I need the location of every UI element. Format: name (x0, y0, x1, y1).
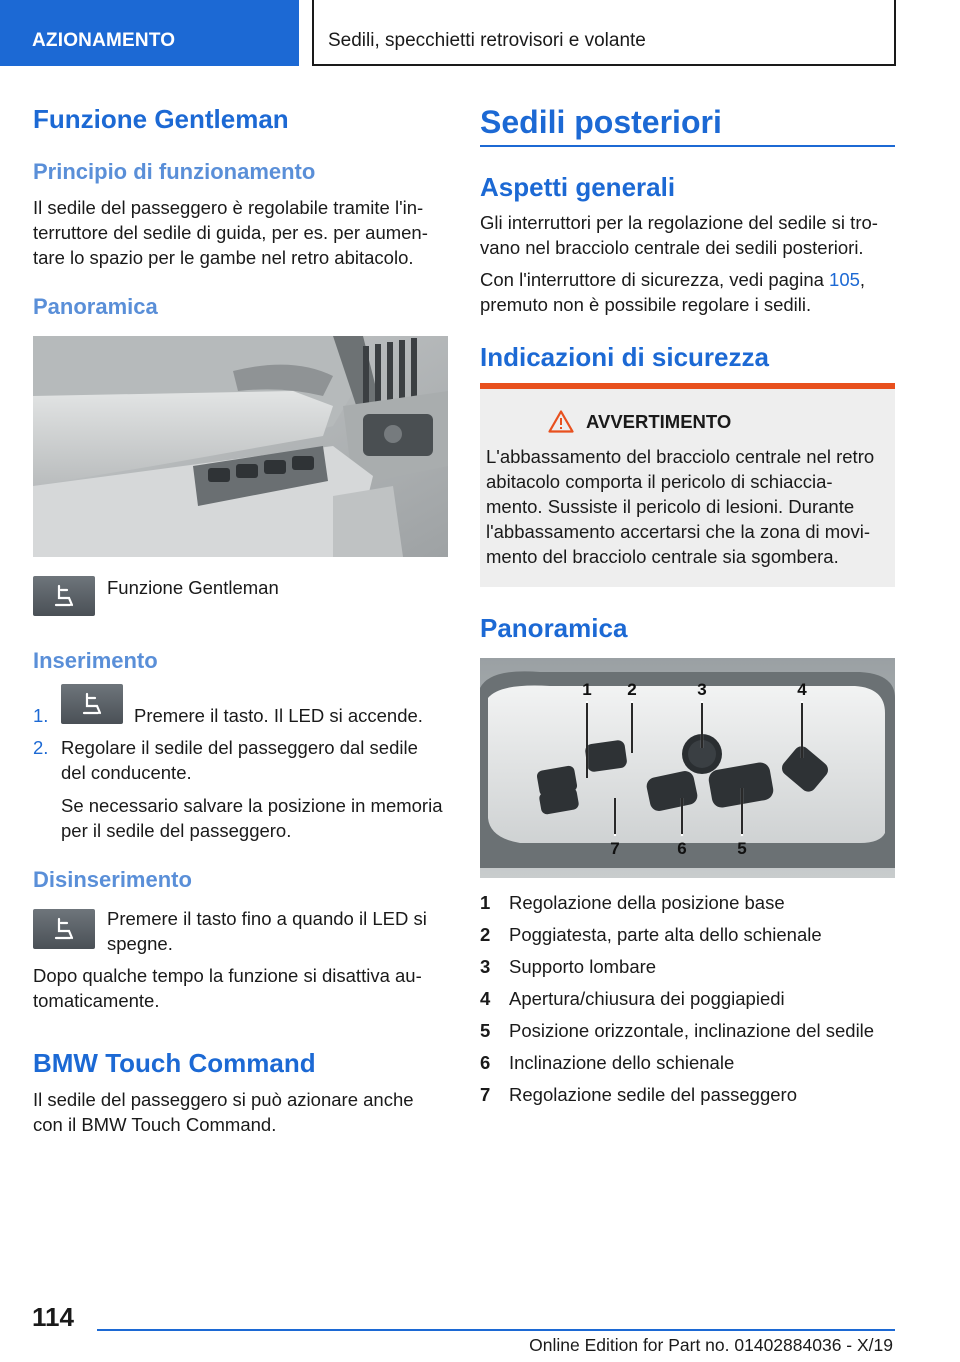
safety-heading: Indicazioni di sicurezza (480, 342, 769, 372)
page-link[interactable]: 105 (829, 269, 860, 290)
touch-command-text: Il sedile del passeggero si può azionare anche con il BMW Touch Command. (33, 1089, 414, 1135)
seat-controls-image (480, 658, 895, 878)
edition-text: Online Edition for Part no. 01402884036 - X/19 (529, 1335, 893, 1355)
legend-text: Poggiatesta, parte alta dello schienale (509, 924, 822, 945)
legend-number: 3 (480, 956, 491, 977)
callout-5: 5 (737, 839, 747, 858)
overview-heading-left: Panoramica (33, 294, 158, 319)
general-heading: Aspetti generali (480, 172, 676, 202)
warning-icon (548, 410, 574, 433)
step-2-subtext: Se necessario salvare la posizione in memoria per il sedile del passeggero. (61, 795, 443, 841)
legend-number: 4 (480, 988, 491, 1009)
overview-heading-right: Panoramica (480, 613, 628, 643)
on-heading: Inserimento (33, 648, 158, 673)
safety-switch-text: Con l'interruttore di sicurezza, vedi pagina 105, premuto non è possibile regolare i sedili. (480, 269, 866, 315)
step-1-number: 1. (33, 705, 49, 726)
legend-text: Apertura/chiusura dei poggiapiedi (509, 988, 785, 1009)
callout-3: 3 (697, 680, 707, 699)
callout-6: 6 (677, 839, 687, 858)
door-panel-image (33, 336, 448, 557)
legend-number: 5 (480, 1020, 491, 1041)
chapter-label: Sedili, specchietti retrovisori e volante (328, 30, 646, 51)
legend-number: 7 (480, 1084, 491, 1105)
step-1-text: Premere il tasto. Il LED si accende. (134, 705, 423, 726)
legend-number: 6 (480, 1052, 491, 1073)
rear-seats-title: Sedili posteriori (480, 104, 722, 140)
off-heading: Disinserimento (33, 867, 192, 892)
legend-text: Posizione orizzontale, inclinazione del sedile (509, 1020, 875, 1041)
callout-7: 7 (610, 839, 620, 858)
legend-number: 2 (480, 924, 491, 945)
gentleman-icon-caption: Funzione Gentleman (107, 577, 279, 598)
callout-1: 1 (582, 680, 592, 699)
touch-command-heading: BMW Touch Command (33, 1048, 316, 1078)
callout-2: 2 (627, 680, 637, 699)
warning-title: AVVERTIMENTO (586, 411, 732, 432)
page-number: 114 (32, 1302, 74, 1332)
footer-rule (97, 1329, 895, 1331)
step-2-text: Regolare il sedile del passeggero dal sedile del conducente. (61, 737, 418, 783)
gentleman-button-icon (61, 684, 123, 724)
title-rule (480, 145, 895, 147)
chapter-tab[interactable] (312, 0, 896, 66)
gentleman-title: Funzione Gentleman (33, 104, 289, 134)
warning-text: L'abbassamento del bracciolo centrale nel retro abitacolo comporta il pericolo di schiaccia- mento. Sussiste il pericolo di lesioni. Durante l'abbassamento accertarsi che la zona di movi- mento del bracciolo centrale sia sgombera. (486, 446, 875, 567)
section-tab[interactable] (0, 0, 299, 66)
gentleman-button-icon (33, 576, 95, 616)
principle-text: Il sedile del passeggero è regolabile tramite l'in- terruttore del sedile di guida, per es. per aumen- tare lo spazio per le gambe nel retro abitacolo. (33, 197, 428, 268)
legend-number: 1 (480, 892, 491, 913)
legend-text: Regolazione della posizione base (509, 892, 785, 913)
callout-4: 4 (797, 680, 807, 699)
principle-heading: Principio di funzionamento (33, 159, 316, 184)
general-text: Gli interruttori per la regolazione del sedile si tro- vano nel bracciolo centrale dei sedili posteriori. (480, 212, 878, 258)
auto-off-text: Dopo qualche tempo la funzione si disattiva au- tomaticamente. (33, 965, 422, 1011)
gentleman-button-icon (33, 909, 95, 949)
off-text: Premere il tasto fino a quando il LED si spegne. (107, 908, 427, 954)
legend-text: Supporto lombare (509, 956, 657, 977)
legend-text: Regolazione sedile del passeggero (509, 1084, 797, 1105)
legend-text: Inclinazione dello schienale (509, 1052, 735, 1073)
section-label: AZIONAMENTO (32, 30, 176, 51)
step-2-number: 2. (33, 737, 49, 758)
warning-box (480, 383, 895, 587)
